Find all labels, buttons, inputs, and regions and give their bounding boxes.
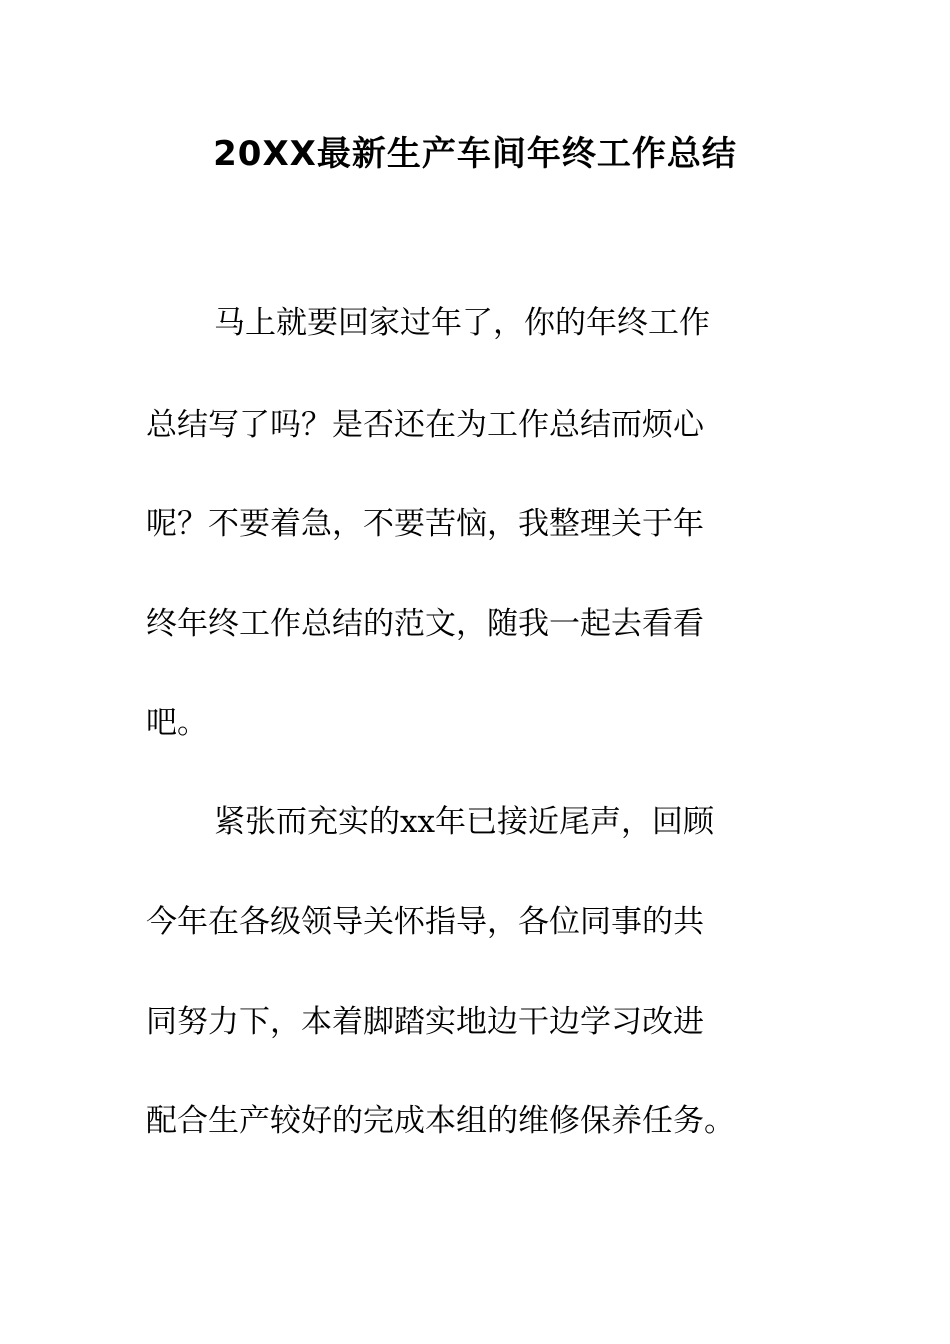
- paragraph-line: 同努力下，本着脚踏实地边干边学习改进: [146, 1004, 704, 1040]
- paragraph-line: 终年终工作总结的范文，随我一起去看看: [146, 606, 704, 642]
- paragraph-line: 马上就要回家过年了，你的年终工作: [214, 305, 710, 341]
- paragraph-line: 吧。: [146, 705, 208, 741]
- paragraph-line: 配合生产较好的完成本组的维修保养任务。: [146, 1103, 735, 1139]
- paragraph-line: 呢？不要着急，不要苦恼，我整理关于年: [146, 506, 704, 542]
- document-title: 20XX最新生产车间年终工作总结: [213, 134, 737, 174]
- paragraph-line: 今年在各级领导关怀指导，各位同事的共: [146, 904, 704, 940]
- paragraph-line: 总结写了吗？是否还在为工作总结而烦心: [146, 407, 704, 443]
- paragraph-line: 紧张而充实的xx年已接近尾声，回顾: [214, 804, 714, 840]
